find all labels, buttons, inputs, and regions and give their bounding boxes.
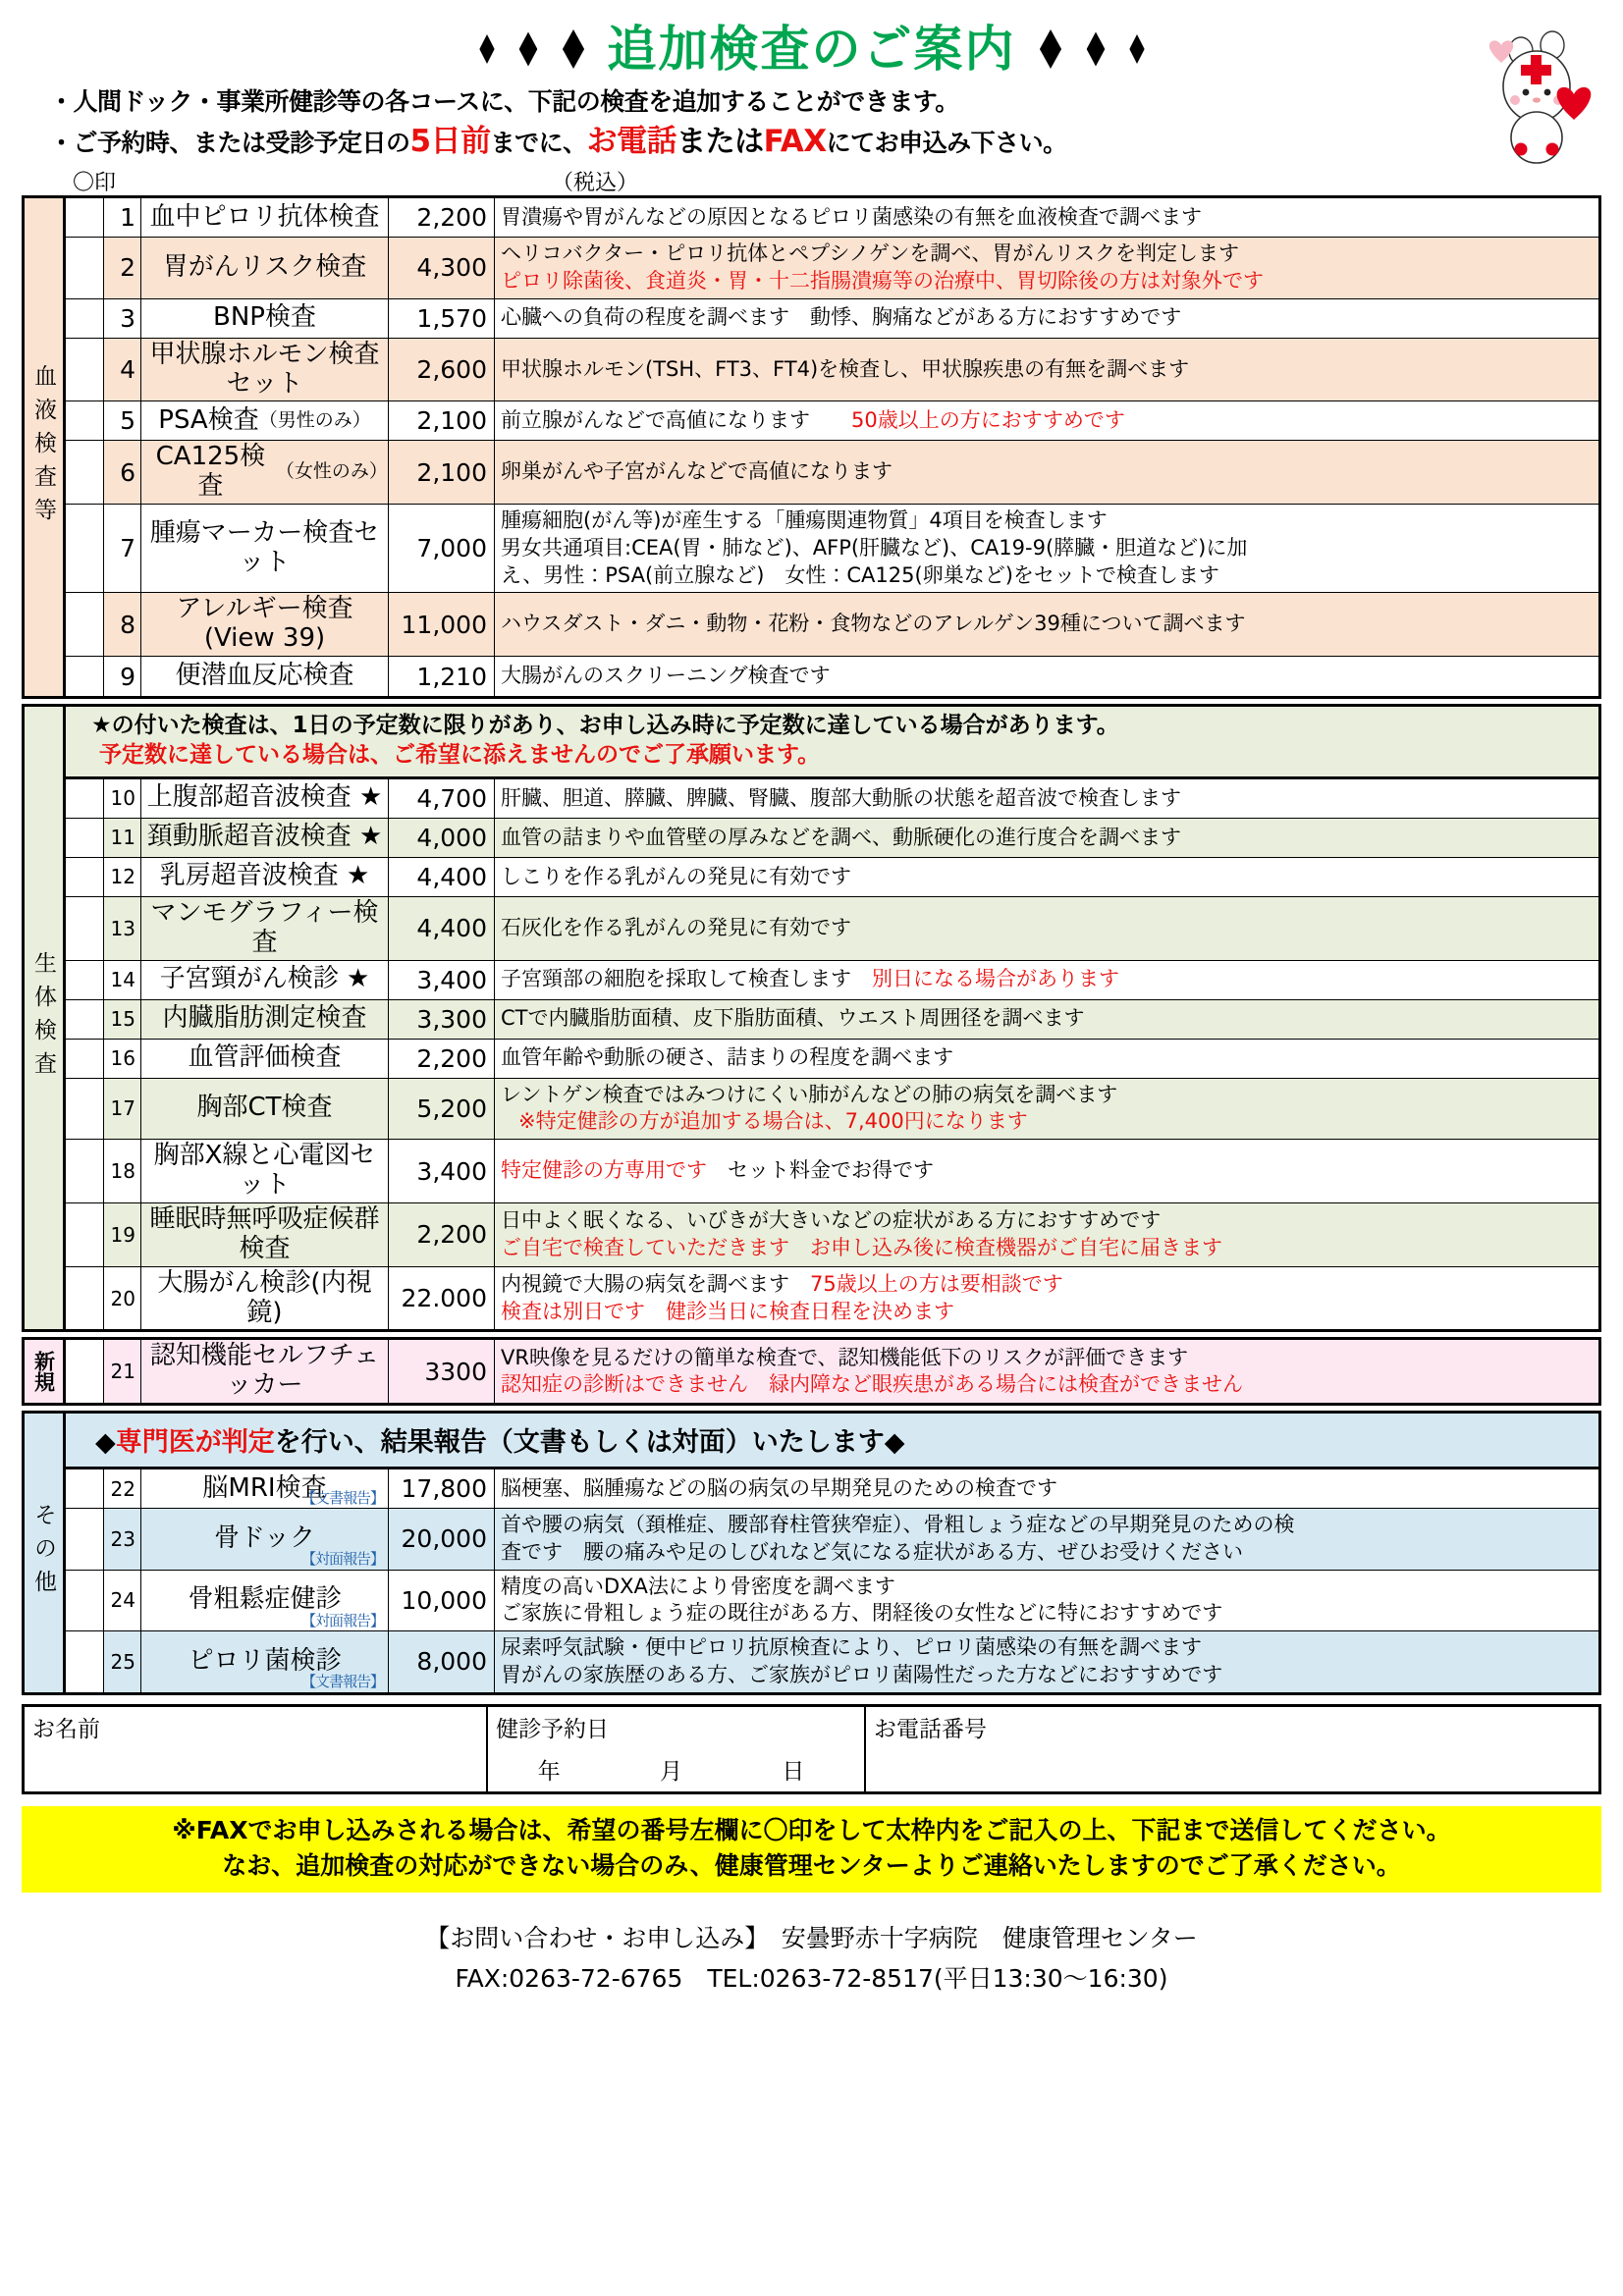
table-row xyxy=(66,1509,1598,1570)
exam-price: 3,400 xyxy=(389,1140,495,1202)
exam-description xyxy=(495,1040,1598,1078)
description-line: え、男性：PSA(前立腺など) 女性：CA125(卵巣など)をセットで検査します xyxy=(501,562,1219,587)
selection-checkbox-cell[interactable] xyxy=(66,961,104,999)
selection-checkbox-cell[interactable] xyxy=(66,593,104,656)
selection-checkbox-cell[interactable] xyxy=(66,779,104,818)
exam-price: 3300 xyxy=(389,1340,495,1403)
exam-name-text: 子宮頸がん検診 ★ xyxy=(159,964,370,994)
specialist-report-header xyxy=(66,1414,1598,1469)
description-text: 子宮頸部の細胞を採取して検査します xyxy=(501,967,872,991)
exam-name xyxy=(141,779,389,818)
selection-checkbox-cell[interactable] xyxy=(66,657,104,696)
description-text: セット料金でお得です xyxy=(707,1158,934,1183)
exam-name-text: ピロリ菌検診 xyxy=(188,1645,342,1676)
selection-checkbox-cell[interactable] xyxy=(66,198,104,237)
table-row xyxy=(66,819,1598,858)
selection-checkbox-cell[interactable] xyxy=(66,238,104,297)
exam-description xyxy=(495,339,1598,401)
deadline-emphasis: 5日前 xyxy=(409,124,491,160)
intro-bullet-2-part-a: ・ご予約時、または受診予定日の xyxy=(49,129,410,158)
row-number: 14 xyxy=(104,961,141,999)
year-unit: 年 xyxy=(537,1758,561,1785)
description-line: 血管の詰まりや血管壁の厚みなどを調べ、動脈硬化の進行度合を調べます xyxy=(501,825,1181,849)
description-line: 大腸がんのスクリーニング検査です xyxy=(501,664,831,688)
appointment-date-label: 健診予約日 xyxy=(496,1716,609,1742)
fax-instruction-banner xyxy=(22,1806,1601,1894)
diamond-icon xyxy=(518,32,537,67)
contact-line-1: 【お問い合わせ・お申し込み】 安曇野赤十字病院 健康管理センター xyxy=(425,1924,1198,1953)
exam-price: 2,600 xyxy=(389,339,495,401)
description-emphasis: 別日になる場合があります xyxy=(872,967,1119,991)
mascot-illustration xyxy=(1450,22,1597,174)
exam-price: 5,200 xyxy=(389,1079,495,1139)
selection-checkbox-cell[interactable] xyxy=(66,1571,104,1630)
exam-name xyxy=(141,198,389,237)
exam-name xyxy=(141,1631,389,1691)
section-rows xyxy=(66,198,1598,696)
exam-name-text: 睡眠時無呼吸症候群検査 xyxy=(149,1203,380,1263)
exam-description xyxy=(495,401,1598,440)
row-number: 11 xyxy=(104,819,141,857)
selection-checkbox-cell[interactable] xyxy=(66,819,104,857)
exam-name-text: CA125検査 xyxy=(155,442,266,502)
exam-price: 3,400 xyxy=(389,961,495,999)
table-row xyxy=(66,897,1598,961)
exam-price: 2,200 xyxy=(389,198,495,237)
exam-name-text: 認知機能セルフチェッカー xyxy=(149,1341,380,1401)
telephone-field-label: お電話番号 xyxy=(874,1716,987,1742)
exam-name xyxy=(141,1509,389,1569)
table-row xyxy=(66,1571,1598,1631)
exam-section xyxy=(22,1411,1601,1694)
description-line: 血管年齢や動脈の硬さ、詰まりの程度を調べます xyxy=(501,1045,954,1070)
exam-section xyxy=(22,704,1601,1332)
exam-section xyxy=(22,1337,1601,1406)
row-number: 20 xyxy=(104,1267,141,1330)
intro-bullet-2-part-c: までに、 xyxy=(490,129,587,158)
diamond-icon xyxy=(1129,34,1144,64)
section-rows xyxy=(66,707,1598,1329)
exam-price: 4,400 xyxy=(389,858,495,896)
intro-bullet-2-part-g: にてお申込み下さい。 xyxy=(826,129,1067,158)
exam-description xyxy=(495,593,1598,656)
selection-checkbox-cell[interactable] xyxy=(66,505,104,592)
description-line: 心臓への負荷の程度を調べます 動悸、胸痛などがある方におすすめです xyxy=(501,305,1182,330)
exam-name-text: 血中ピロリ抗体検査 xyxy=(149,201,380,232)
selection-checkbox-cell[interactable] xyxy=(66,1079,104,1139)
selection-checkbox-cell[interactable] xyxy=(66,1267,104,1330)
specialist-emphasis: 専門医が判定 xyxy=(115,1427,275,1459)
table-row xyxy=(66,1000,1598,1040)
exam-description xyxy=(495,1079,1598,1139)
exam-description xyxy=(495,238,1598,297)
exam-price: 7,000 xyxy=(389,505,495,592)
row-number: 21 xyxy=(104,1340,141,1403)
description-line: ご自宅で検査していただきます お申し込み後に検査機器がご自宅に届きます xyxy=(501,1235,1222,1259)
intro-bullets xyxy=(22,84,1601,164)
exam-price: 1,570 xyxy=(389,299,495,338)
description-line: 尿素呼気試験・便中ピロリ抗原検査により、ピロリ菌感染の有無を調べます xyxy=(501,1635,1202,1660)
table-row xyxy=(66,1340,1598,1403)
exam-description xyxy=(495,1203,1598,1266)
intro-bullet-2 xyxy=(49,120,1601,164)
exam-name-text: 骨ドック xyxy=(214,1523,315,1554)
exam-description xyxy=(495,441,1598,504)
description-line: 石灰化を作る乳がんの発見に有効です xyxy=(501,915,851,939)
exam-price: 4,300 xyxy=(389,238,495,297)
selection-checkbox-cell[interactable] xyxy=(66,897,104,960)
row-number: 25 xyxy=(104,1631,141,1691)
exam-description xyxy=(495,1267,1598,1330)
fax-instruction-line-2: なお、追加検査の対応ができない場合のみ、健康管理センターよりご連絡いたしますのでご了承ください。 xyxy=(222,1850,1401,1880)
table-row xyxy=(66,1079,1598,1140)
table-row xyxy=(66,1040,1598,1079)
row-number: 10 xyxy=(104,779,141,818)
description-line: 首や腰の病気（頚椎症、腰部脊柱管狭窄症）、骨粗しょう症などの早期発見のための検 xyxy=(501,1513,1295,1537)
description-line: 日中よく眠くなる、いびきが大きいなどの症状がある方におすすめです xyxy=(501,1208,1162,1233)
selection-checkbox-cell[interactable] xyxy=(66,858,104,896)
description-line: VR映像を見るだけの簡単な検査で、認知機能低下のリスクが評価できます xyxy=(501,1345,1189,1369)
exam-name xyxy=(141,593,389,656)
contact-line-2: FAX:0263-72-6765 TEL:0263-72-8517(平日13:30〜16:30) xyxy=(455,1964,1168,1994)
exam-name xyxy=(141,897,389,960)
exam-name xyxy=(141,1340,389,1403)
exam-name xyxy=(141,1469,389,1508)
table-row xyxy=(66,779,1598,819)
exam-name xyxy=(141,1571,389,1630)
circle-mark-label: 〇印 xyxy=(73,171,117,196)
exam-description xyxy=(495,897,1598,960)
exam-description xyxy=(495,1340,1598,1403)
description-line: ヘリコバクター・ピロリ抗体とペプシノゲンを調べ、胃がんリスクを判定します xyxy=(501,241,1240,266)
description-line xyxy=(501,1271,1593,1299)
page-title: 追加検査のご案内 xyxy=(607,21,1016,78)
exam-description xyxy=(495,1571,1598,1630)
exam-name xyxy=(141,657,389,696)
table-row xyxy=(66,339,1598,402)
exam-description xyxy=(495,505,1598,592)
selection-checkbox-cell[interactable] xyxy=(66,1040,104,1078)
table-row xyxy=(66,299,1598,339)
selection-checkbox-cell[interactable] xyxy=(66,1000,104,1039)
description-line: しこりを作る乳がんの発見に有効です xyxy=(501,864,851,888)
row-number: 9 xyxy=(104,657,141,696)
exam-price: 2,100 xyxy=(389,401,495,440)
report-type-badge: 【文書報告】 xyxy=(300,1489,384,1507)
intro-bullet-1: ・人間ドック・事業所健診等の各コースに、下記の検査を追加することができます。 xyxy=(49,87,959,116)
section-notice xyxy=(66,707,1598,779)
row-number: 17 xyxy=(104,1079,141,1139)
row-number: 12 xyxy=(104,858,141,896)
section-category-label: 血液検査等 xyxy=(25,198,66,696)
selection-checkbox-cell[interactable] xyxy=(66,1631,104,1691)
exam-price: 17,800 xyxy=(389,1469,495,1508)
row-number: 18 xyxy=(104,1140,141,1202)
exam-name-text: 胃がんリスク検査 xyxy=(162,251,367,282)
diamond-icon xyxy=(562,29,583,69)
row-number: 13 xyxy=(104,897,141,960)
exam-description xyxy=(495,819,1598,857)
tax-included-label: （税込） xyxy=(552,171,639,196)
exam-name xyxy=(141,505,389,592)
table-row xyxy=(66,1469,1598,1509)
contact-info xyxy=(22,1918,1601,2000)
exam-description xyxy=(495,858,1598,896)
exam-name xyxy=(141,961,389,999)
row-number: 3 xyxy=(104,299,141,338)
intro-bullet-2-part-e: または xyxy=(676,125,764,160)
exam-price: 1,210 xyxy=(389,657,495,696)
selection-checkbox-cell[interactable] xyxy=(66,299,104,338)
description-line: 男女共通項目:CEA(胃・肺など)、AFP(肝臓など)、CA19-9(膵臓・胆道など)に加 xyxy=(501,535,1248,560)
exam-name-qualifier: （女性のみ） xyxy=(275,460,388,483)
description-line: 肝臓、胆道、膵臓、脾臓、腎臓、腹部大動脈の状態を超音波で検査します xyxy=(501,785,1181,810)
selection-checkbox-cell[interactable] xyxy=(66,1340,104,1403)
exam-name-text: 乳房超音波検査 ★ xyxy=(159,861,370,891)
exam-name-text: 上腹部超音波検査 ★ xyxy=(146,782,383,813)
exam-description xyxy=(495,779,1598,818)
description-line: ピロリ除菌後、食道炎・胃・十二指腸潰瘍等の治療中、胃切除後の方は対象外です xyxy=(501,268,1264,293)
exam-name-text: 血管評価検査 xyxy=(188,1042,342,1073)
exam-name-text: PSA検査 xyxy=(158,404,259,435)
description-line: 検査は別日です 健診当日に検査日程を決めます xyxy=(501,1299,954,1323)
exam-description xyxy=(495,198,1598,237)
telephone-field[interactable] xyxy=(864,1707,1598,1791)
section-notice-line-1: ★の付いた検査は、1日の予定数に限りがあり、お申し込み時に予定数に達している場合があります。 xyxy=(91,713,1119,739)
exam-name xyxy=(141,819,389,857)
selection-checkbox-cell[interactable] xyxy=(66,1469,104,1508)
exam-name-text: 甲状腺ホルモン検査セット xyxy=(149,339,380,399)
exam-description xyxy=(495,1631,1598,1691)
section-rows xyxy=(66,1340,1598,1403)
description-text: 前立腺がんなどで高値になります xyxy=(501,408,851,433)
table-row xyxy=(66,401,1598,441)
description-line: 胃がんの家族歴のある方、ご家族がピロリ菌陽性だった方などにおすすめです xyxy=(501,1662,1223,1686)
selection-checkbox-cell[interactable] xyxy=(66,401,104,440)
exam-price: 10,000 xyxy=(389,1571,495,1630)
exam-price: 4,400 xyxy=(389,897,495,960)
phone-emphasis: お電話 xyxy=(586,124,677,160)
table-prelabels xyxy=(22,166,1601,195)
fax-emphasis: FAX xyxy=(763,124,827,160)
section-category-label: その他 xyxy=(25,1414,66,1691)
exam-name xyxy=(141,238,389,297)
exam-name-text: マンモグラフィー検査 xyxy=(150,897,379,957)
exam-name xyxy=(141,1000,389,1039)
date-units xyxy=(488,1753,854,1786)
exam-section xyxy=(22,195,1601,699)
row-number: 4 xyxy=(104,339,141,401)
exam-description xyxy=(495,299,1598,338)
exam-price: 8,000 xyxy=(389,1631,495,1691)
description-line xyxy=(501,407,1593,435)
exam-description xyxy=(495,1000,1598,1039)
selection-checkbox-cell[interactable] xyxy=(66,1509,104,1569)
description-line: ハウスダスト・ダニ・動物・花粉・食物などのアレルゲン39種について調べます xyxy=(501,612,1246,636)
table-row xyxy=(66,1140,1598,1203)
row-number: 22 xyxy=(104,1469,141,1508)
exam-name xyxy=(141,299,389,338)
row-number: 15 xyxy=(104,1000,141,1039)
description-line: ※特定健診の方が追加する場合は、7,400円になります xyxy=(518,1109,1028,1134)
row-number: 16 xyxy=(104,1040,141,1078)
selection-checkbox-cell[interactable] xyxy=(66,339,104,401)
appointment-date-field[interactable] xyxy=(486,1707,864,1791)
exam-price: 20,000 xyxy=(389,1509,495,1569)
table-row xyxy=(66,1203,1598,1267)
exam-description xyxy=(495,1509,1598,1569)
day-unit: 日 xyxy=(782,1758,805,1785)
exam-name xyxy=(141,441,389,504)
name-field-label: お名前 xyxy=(32,1716,100,1742)
description-line: ご家族に骨粗しょう症の既往がある方、閉経後の女性などに特におすすめです xyxy=(501,1601,1223,1626)
table-row xyxy=(66,441,1598,505)
section-category-label: 新規 xyxy=(25,1340,66,1403)
exam-name-text: 腫瘍マーカー検査セット xyxy=(149,517,380,577)
table-row xyxy=(66,1267,1598,1330)
row-number: 7 xyxy=(104,505,141,592)
exam-description xyxy=(495,657,1598,696)
description-line: 胃潰瘍や胃がんなどの原因となるピロリ菌感染の有無を血液検査で調べます xyxy=(501,204,1202,229)
exam-name-text: アレルギー検査(View 39) xyxy=(176,594,353,654)
section-category-label: 生体検査 xyxy=(25,707,66,1329)
exam-name-text: 大腸がん検診(内視鏡) xyxy=(157,1267,372,1327)
table-row xyxy=(66,858,1598,897)
report-type-badge: 【対面報告】 xyxy=(300,1550,384,1569)
description-line: レントゲン検査ではみつけにくい肺がんなどの肺の病気を調べます xyxy=(501,1082,1118,1106)
row-number: 8 xyxy=(104,593,141,656)
specialist-header-rest: を行い、結果報告（文書もしくは対面）いたします◆ xyxy=(274,1427,905,1459)
exam-name-text: 骨粗鬆症健診 xyxy=(188,1584,342,1615)
exam-name xyxy=(141,1267,389,1330)
applicant-form xyxy=(22,1704,1601,1794)
description-line xyxy=(501,966,1593,993)
description-line: 査です 腰の痛みや足のしびれなど気になる症状がある方、ぜひお受けください xyxy=(501,1539,1243,1564)
exam-name-text: 脳MRI検査 xyxy=(202,1472,327,1503)
exam-description xyxy=(495,1469,1598,1508)
exam-name-text: 便潜血反応検査 xyxy=(175,661,354,691)
page-header xyxy=(22,0,1601,77)
exam-price: 2,200 xyxy=(389,1040,495,1078)
description-line: 脳梗塞、脳腫瘍などの脳の病気の早期発見のための検査です xyxy=(501,1475,1057,1500)
diamond-icon xyxy=(1039,29,1060,69)
description-line: CTで内臓脂肪面積、皮下脂肪面積、ウエスト周囲径を調べます xyxy=(501,1006,1085,1031)
exam-name xyxy=(141,339,389,401)
row-number: 24 xyxy=(104,1571,141,1630)
exam-name-text: 胸部X線と心電図セット xyxy=(153,1141,376,1201)
exam-description xyxy=(495,961,1598,999)
description-line xyxy=(501,1157,1593,1185)
exam-price: 4,000 xyxy=(389,819,495,857)
report-type-badge: 【対面報告】 xyxy=(300,1611,384,1629)
report-type-badge: 【文書報告】 xyxy=(300,1673,384,1691)
exam-name xyxy=(141,401,389,440)
description-text: 内視鏡で大腸の病気を調べます xyxy=(501,1271,810,1296)
description-line: 卵巣がんや子宮がんなどで高値になります xyxy=(501,459,893,484)
row-number: 5 xyxy=(104,401,141,440)
exam-name xyxy=(141,1079,389,1139)
exam-name xyxy=(141,858,389,896)
exam-name xyxy=(141,1040,389,1078)
section-notice-line-2: 予定数に達している場合は、ご希望に添えませんのでご了承願います。 xyxy=(99,742,821,769)
description-emphasis: 50歳以上の方におすすめです xyxy=(851,408,1125,433)
description-emphasis: 特定健診の方専用です xyxy=(501,1158,707,1183)
exam-description xyxy=(495,1140,1598,1202)
exam-name-text: BNP検査 xyxy=(213,302,316,333)
description-line: 認知症の診断はできません 緑内障など眼疾患がある場合には検査ができません xyxy=(501,1372,1243,1397)
exam-name-qualifier: （男性のみ） xyxy=(258,408,371,431)
description-line: 腫瘍細胞(がん等)が産生する「腫瘍関連物質」4項目を検査します xyxy=(501,508,1108,533)
row-number: 19 xyxy=(104,1203,141,1266)
exam-price: 3,300 xyxy=(389,1000,495,1039)
table-row xyxy=(66,505,1598,593)
month-unit: 月 xyxy=(659,1758,682,1785)
row-number: 1 xyxy=(104,198,141,237)
row-number: 2 xyxy=(104,238,141,297)
table-row xyxy=(66,593,1598,657)
description-line: 精度の高いDXA法により骨密度を調べます xyxy=(501,1574,895,1598)
exam-price: 2,200 xyxy=(389,1203,495,1266)
row-number: 23 xyxy=(104,1509,141,1569)
table-row xyxy=(66,657,1598,696)
row-number: 6 xyxy=(104,441,141,504)
exam-price: 22.000 xyxy=(389,1267,495,1330)
exam-name xyxy=(141,1203,389,1266)
selection-checkbox-cell[interactable] xyxy=(66,1203,104,1266)
table-row xyxy=(66,961,1598,1000)
exam-price: 4,700 xyxy=(389,779,495,818)
section-rows xyxy=(66,1414,1598,1691)
diamond-icon xyxy=(479,34,494,64)
selection-checkbox-cell[interactable] xyxy=(66,441,104,504)
exam-name-text: 頚動脈超音波検査 ★ xyxy=(146,822,383,852)
table-row xyxy=(66,198,1598,238)
fax-instruction-line-1: ※FAXでお申し込みされる場合は、希望の番号左欄に〇印をして太枠内をご記入の上、下記まで送信してください。 xyxy=(172,1815,1451,1844)
description-emphasis: 75歳以上の方は要相談です xyxy=(810,1271,1063,1296)
diamond-icon: ◆ xyxy=(95,1427,116,1459)
exam-name xyxy=(141,1140,389,1202)
table-row xyxy=(66,1631,1598,1691)
description-line: 甲状腺ホルモン(TSH、FT3、FT4)を検査し、甲状腺疾患の有無を調べます xyxy=(501,356,1190,381)
exam-name-text: 内臓脂肪測定検査 xyxy=(162,1003,367,1034)
exam-name-text: 胸部CT検査 xyxy=(196,1093,333,1123)
selection-checkbox-cell[interactable] xyxy=(66,1140,104,1202)
diamond-icon xyxy=(1086,32,1105,67)
table-row xyxy=(66,238,1598,298)
exam-price: 2,100 xyxy=(389,441,495,504)
exam-price: 11,000 xyxy=(389,593,495,656)
name-field[interactable] xyxy=(25,1707,486,1791)
exam-table xyxy=(22,195,1601,1694)
